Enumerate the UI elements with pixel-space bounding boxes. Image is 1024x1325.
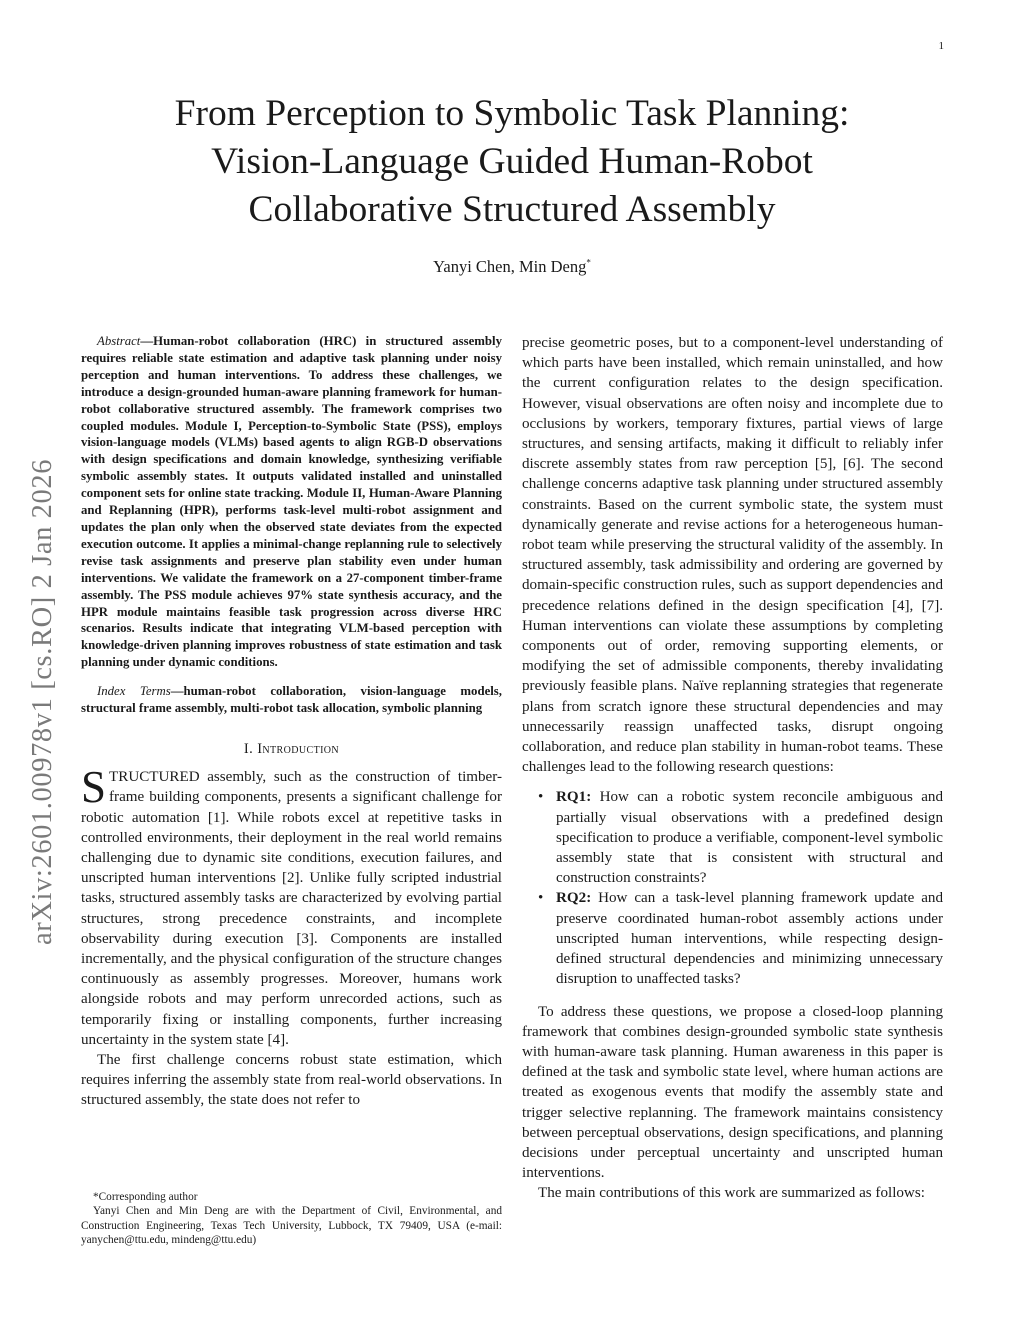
rq-text: How can a robotic system reconcile ambiguous and partially visual observations with a predefined design specification to produce a verifiable, component-level symbolic assembly state that is consistent with structural and construction constraints? — [556, 789, 943, 887]
index-terms-text: —human-robot collaboration, vision-language models, structural frame assembly, multi-robot task allocation, symbolic planning — [81, 684, 502, 716]
list-item — [538, 787, 943, 888]
intro-paragraph-1 — [81, 762, 502, 1050]
page-number: 1 — [938, 40, 944, 52]
left-column — [81, 333, 502, 1111]
rq-label: RQ2: — [556, 890, 592, 907]
abstract — [81, 333, 502, 671]
abstract-lead: Abstract — [97, 334, 141, 348]
approach-paragraph: To address these questions, we propose a closed-loop planning framework that combines design-grounded symbolic state synthesis with human-aware task planning. Human awareness in this paper is defined at the task and symbolic state level, where human actions are treated as exogenous events that modify the assembly state and trigger selective replanning. The framework maintains consistency between perceptual observations, design specifications, and planning decisions under perceptual uncertainty and unscripted human interventions. — [522, 1003, 943, 1182]
section-heading-introduction — [81, 739, 502, 759]
index-terms-lead: Index Terms — [97, 684, 171, 699]
index-terms — [81, 683, 502, 717]
rq-text: How can a task-level planning framework update and preserve coordinated human-robot assembly actions under unscripted human interventions, while respecting design-defined structural dependencies and minimizing unnecessary disruption to unaffected tasks? — [556, 890, 943, 988]
drop-cap: S — [81, 762, 107, 813]
author-list — [0, 257, 1024, 277]
contributions-paragraph: The main contributions of this work are summarized as follows: — [538, 1185, 925, 1202]
right-column — [522, 333, 943, 1204]
section-numeral: I. — [243, 740, 258, 757]
intro-paragraph-2: The first challenge concerns robust state estimation, which requires inferring the assembly state from real-world observations. In structured assembly, the state does not refer to — [81, 1051, 502, 1109]
rq-label: RQ1: — [556, 789, 592, 806]
intro-paragraph-2-continued: precise geometric poses, but to a component-level understanding of which parts have been installed, which remain uninstalled, and how the current configuration relates to the design specification. However, visual observations are often noisy and incomplete due to occlusions by workers, temporary fixtures, partial views of large structures, and sensing artifacts, making it difficult to reliably infer discrete assembly states from raw perception [5], [6]. The second challenge concerns adaptive task planning under structured assembly constraints. Based on the current symbolic state, the system must dynamically generate and revise actions for a heterogeneous human-robot team while preserving the structural validity of the assembly. In structured assembly, task admissibility and ordering are governed by domain-specific construction rules, such as support dependencies and precedence relations defined in the design specification [4], [7]. Human interventions can violate these assumptions by completing components out of order, removing supporting elements, or modifying the set of admissible components, thereby invalidating previously feasible plans. Naïve replanning strategies that regenerate plans from scratch ignore these structural dependencies and may unnecessarily reassign unaffected tasks, disrupt ongoing collaboration, and reduce plan stability in human-robot teams. These challenges lead to the following research questions: — [522, 335, 943, 776]
title-line-3: Collaborative Structured Assembly — [248, 189, 776, 230]
author-names: Yanyi Chen, Min Deng — [433, 257, 587, 276]
footnote-affiliation: Yanyi Chen and Min Deng are with the Department of Civil, Environmental, and Construction Engineering, Texas Tech University, Lubbock, TX 79409, USA (e-mail: yanychen@ttu.edu, mindeng@ttu.edu) — [81, 1205, 502, 1247]
bullet-icon: • — [538, 789, 544, 806]
arxiv-identifier: arXiv:2601.00978v1 [cs.RO] 2 Jan 2026 — [27, 458, 58, 945]
section-title: Introduction — [257, 740, 340, 757]
footnotes — [81, 1190, 502, 1248]
footnote-corresponding: *Corresponding author — [93, 1191, 198, 1203]
intro-paragraph-1-text: TRUCTURED assembly, such as the construction of timber-frame building components, presents a significant challenge for robotic automation [1]. While robots excel at repetitive tasks in controlled environments, their deployment in the real world remains challenging due to dynamic site conditions, execution failures, and unscripted human interventions [2]. Unlike fully scripted industrial tasks, structured assembly tasks are characterized by evolving partial structures, strong precedence constraints, and incomplete observability during execution [3]. Components are installed incrementally, and the physical configuration of the structure changes continuously as assembly progresses. Moreover, humans work alongside robots and may perform unrecorded actions, such as temporarily fixing or installing components, further increasing uncertainty in the system state [4]. — [81, 769, 502, 1048]
paper-title — [110, 90, 914, 234]
list-item — [538, 888, 943, 989]
title-line-1: From Perception to Symbolic Task Planning: — [174, 93, 850, 134]
corresponding-mark: * — [586, 257, 591, 268]
abstract-text: —Human-robot collaboration (HRC) in structured assembly requires reliable state estimation and adaptive task planning under noisy perception and human interventions. To address these challenges, we introduce a design-grounded human-aware planning framework for human-robot collaborative structured assembly. The framework comprises two coupled modules. Module I, Perception-to-Symbolic State (PSS), employs vision-language models (VLMs) based agents to align RGB-D observations with design specifications and domain knowledge, synthesizing verifiable symbolic assembly states. It outputs validated installed and uninstalled component sets for online state tracking. Module II, Human-Aware Planning and Replanning (HPR), performs task-level multi-robot assignment and updates the plan only when the observed state deviates from the expected execution outcome. It applies a minimal-change replanning rule to selectively revise task assignments and preserve plan stability even under human interventions. We validate the framework on a 27-component timber-frame assembly. The PSS module achieves 97% state synthesis accuracy, and the HPR module maintains feasible task progression across diverse HRC scenarios. Results indicate that integrating VLM-based perception with knowledge-driven planning improves robustness of state estimation and task planning under dynamic conditions. — [81, 334, 502, 670]
bullet-icon: • — [538, 890, 544, 907]
title-line-2: Vision-Language Guided Human-Robot — [211, 141, 813, 182]
research-questions — [522, 787, 943, 989]
